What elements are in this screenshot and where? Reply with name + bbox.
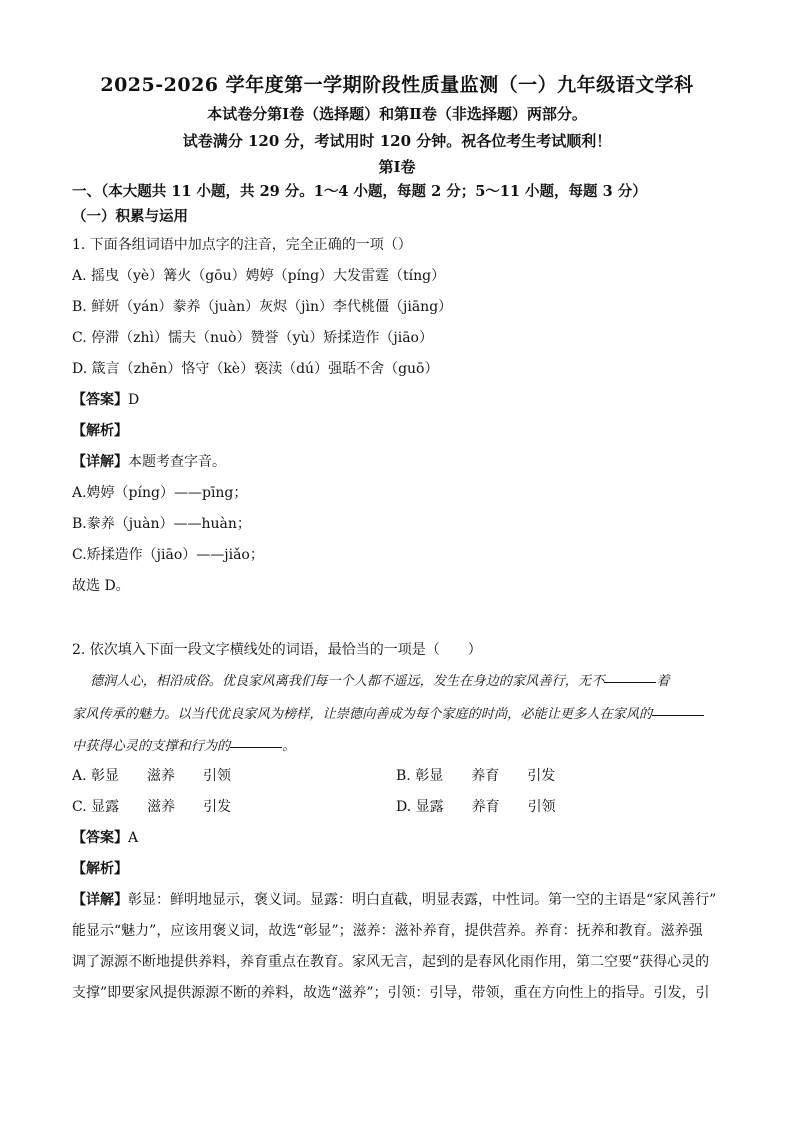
q2-option-d: D. 显露 养育 引领 xyxy=(396,799,556,815)
q2-analysis-label: 【解析】 xyxy=(72,861,128,877)
q2-detail-line-4: 支撑”即要家风提供源源不断的养料，故选“滋养”；引领：引导，带领，重在方向性上的指导。引发，引 xyxy=(72,985,710,1001)
q2-detail-line-1 xyxy=(72,889,716,909)
q1-conclusion: 故选 D。 xyxy=(72,578,130,594)
q2-detail-line-3: 调了源源不断地提供养料，养育重点在教育。家风无言，起到的是春风化雨作用，第二空要“获得心灵的 xyxy=(72,954,710,970)
detail-label: 【详解】 xyxy=(72,892,128,908)
q1-note-c: C.矫揉造作（jiāo）——jiǎo； xyxy=(72,547,264,563)
q2-answer xyxy=(72,827,138,847)
q2-option-b: B. 彰显 养育 引发 xyxy=(396,768,556,784)
q1-analysis-label: 【解析】 xyxy=(72,423,128,439)
answer-label: 【答案】 xyxy=(72,392,128,408)
q1-option-c: C. 停滞（zhì）懦夫（nuò）赞誉（yù）矫揉造作（jiāo） xyxy=(72,330,433,346)
q2-passage-line-2 xyxy=(72,703,722,722)
exam-title: 2025-2026 学年度第一学期阶段性质量监测（一）九年级语文学科 xyxy=(100,74,694,96)
passage-text: 中获得心灵的支撑和行为的 xyxy=(72,739,231,754)
volume-label: 第Ⅰ卷 xyxy=(378,158,416,176)
section-heading: 一、（本大题共 11 小题，共 29 分。1～4 小题，每题 2 分；5～11 小题，每题 3 分） xyxy=(72,183,647,200)
q1-option-b: B. 鲜妍（yán）豢养（juàn）灰烬（jìn）李代桃僵（jiāng） xyxy=(72,299,453,315)
blank-2 xyxy=(652,714,704,716)
q1-note-b: B.豢养（juàn）——huàn； xyxy=(72,516,251,532)
detail-text: 本题考查字音。 xyxy=(128,454,226,470)
blank-3 xyxy=(230,746,282,748)
passage-text: 着 xyxy=(656,674,670,689)
q1-stem: 1. 下面各组词语中加点字的注音，完全正确的一项（） xyxy=(72,237,412,253)
section-subheading: （一）积累与运用 xyxy=(72,208,188,225)
detail-text: 彰显：鲜明地显示，褒义词。显露：明白直截，明显表露，中性词。第一空的主语是“家风善行” xyxy=(128,892,717,908)
q2-passage-line-1 xyxy=(90,670,740,689)
q2-detail-line-2: 能显示“魅力”，应该用褒义词，故选“彰显”；滋养：滋补养育，提供营养。养育：抚养和教育。滋养强 xyxy=(72,923,703,939)
detail-label: 【详解】 xyxy=(72,454,128,470)
passage-text: 德润人心，相沿成俗。优良家风离我们每一个人都不遥远，发生在身边的家风善行，无不 xyxy=(90,674,605,689)
q1-option-a: A. 摇曳（yè）篝火（gōu）娉婷（píng）大发雷霆（tíng） xyxy=(72,268,446,284)
answer-value: A xyxy=(128,830,139,846)
passage-text: 家风传承的魅力。以当代优良家风为榜样，让崇德向善成为每个家庭的时尚，必能让更多人在家风的 xyxy=(72,707,653,722)
exam-intro-2: 试卷满分 120 分，考试用时 120 分钟。祝各位考生考试顺利！ xyxy=(182,132,612,150)
q2-passage-line-3 xyxy=(72,735,722,754)
blank-1 xyxy=(604,681,656,683)
q1-option-d: D. 箴言（zhēn）恪守（kè）亵渎（dú）强聒不舍（guō） xyxy=(72,361,439,377)
q2-option-c: C. 显露 滋养 引发 xyxy=(72,799,232,815)
passage-text: 。 xyxy=(282,739,296,754)
answer-value: D xyxy=(128,392,140,408)
exam-intro-1: 本试卷分第Ⅰ卷（选择题）和第Ⅱ卷（非选择题）两部分。 xyxy=(207,105,587,123)
q2-option-a: A. 彰显 滋养 引领 xyxy=(72,768,232,784)
q1-detail xyxy=(72,451,226,471)
q1-note-a: A.娉婷（píng）——pīng； xyxy=(72,485,248,501)
q2-stem: 2. 依次填入下面一段文字横线处的词语，最恰当的一项是（ ） xyxy=(72,642,482,658)
q1-answer xyxy=(72,389,139,409)
answer-label: 【答案】 xyxy=(72,830,128,846)
